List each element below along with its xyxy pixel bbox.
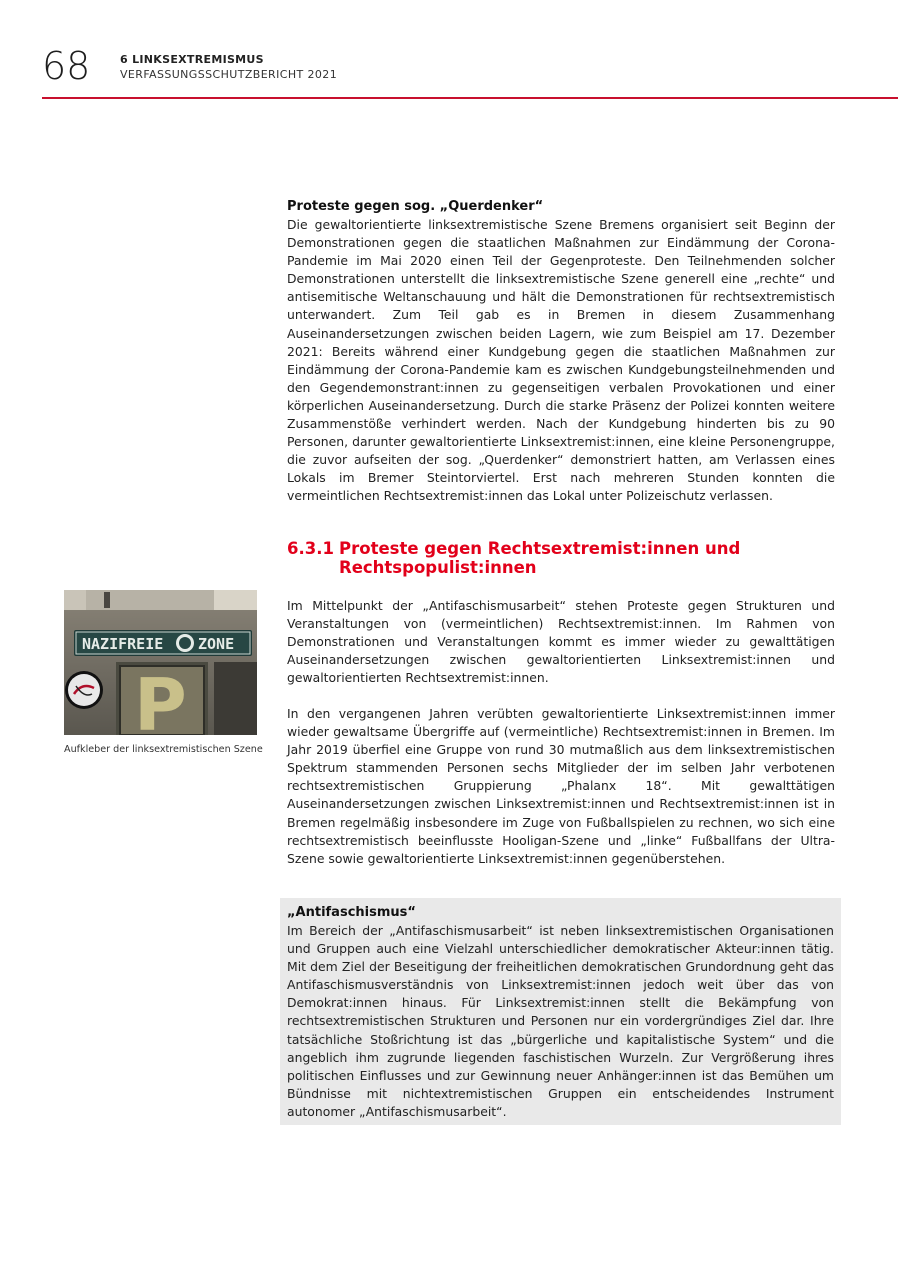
section-paragraph-2: In den vergangenen Jahren verübten gewaltorientierte Linksextremist:innen immer wieder gewaltsame Übergriffe auf (vermeintliche) Rechtsextremist:innen in Bremen. Im Jahr 2019 überfiel eine Gruppe von rund 30 mutmaßlich aus dem linksextremistischen Spektrum stammenden Personen sechs Mitglieder der im selben Jahr verbotenen rechtsextremistischen Gruppierung „Phalanx 18“. Mit gewalttätigen Auseinandersetzungen zwischen Linksextremist:innen und Rechtsextremist:innen ist in Bremen regelmäßig insbesondere im Zuge von Fußballspielen zu rechnen, wo sich eine rechtsextremistisch beeinflusste Hooligan-Szene und „linke“ Fußballfans der Ultra-Szene sowie gewaltorientierte Linksextremist:innen gegenüberstehen. <box>287 706 835 866</box>
section-title-line1: Proteste gegen Rechtsextremist:innen und <box>339 539 741 558</box>
sign-text-left: NAZIFREIE <box>82 635 164 653</box>
sticker-photo <box>64 590 257 735</box>
antifaschismus-infobox <box>280 898 841 1125</box>
section-title-line2: Rechtspopulist:innen <box>339 557 537 577</box>
section-number: 6.3.1 <box>287 539 334 558</box>
querdenker-paragraph: Die gewaltorientierte linksextremistische Szene Bremens organisiert seit Beginn der Demonstrationen gegen die staatlichen Maßnahmen zur Eindämmung der Corona-Pandemie im Mai 2020 einen Teil der Gegenproteste. Den Teilnehmenden solcher Demonstrationen unterstellt die linksextremistische Szene generell eine „rechte“ und antisemitische Weltanschauung und hält die Demonstrationen für rechtsextremistisch unterwandert. Zum Teil gab es in Bremen in diesem Zusammenhang Auseinandersetzungen zwischen beiden Lagern, wie zum Beispiel am 17. Dezember 2021: Bereits während einer Kundgebung gegen die staatlichen Maßnahmen zur Eindämmung der Corona-Pandemie kam es zwischen Kundgebungsteilnehmenden und den Gegendemonstrant:innen zu gegenseitigen verbalen Provokationen und einer körperlichen Auseinandersetzung. Durch die starke Präsenz der Polizei konnten weitere Zusammenstöße verhindert werden. Nach der Kundgebung hinderten bis zu 90 Personen, darunter gewaltorientierte Linksextremist:innen, eine kleine Personengruppe, die zuvor aufseiten der sog. „Querdenker“ demonstriert hatten, am Verlassen eines Lokals im Bremer Steintorviertel. Erst nach mehreren Stunden konnten die vermeintlichen Rechtsextremist:innen das Lokal unter Polizeischutz verlassen. <box>287 217 835 504</box>
section-heading-line1 <box>287 540 835 559</box>
section-paragraph-1: Im Mittelpunkt der „Antifaschismusarbeit“ stehen Proteste gegen Strukturen und Veranstaltungen von (vermeintlichen) Rechtsextremist:innen. Im Rahmen von Demonstrationen und Veranstaltungen kommt es immer wieder zu gewalttätigen Auseinandersetzungen zwischen gewaltorientierten Linksextremist:innen und gewaltorientierten Rechtsextremist:innen. <box>287 598 835 686</box>
querdenker-title: Proteste gegen sog. „Querdenker“ <box>287 199 544 214</box>
report-title: VERFASSUNGSSCHUTZBERICHT 2021 <box>120 68 338 81</box>
chapter-title: 6 LINKSEXTREMISMUS <box>120 53 264 66</box>
querdenker-section <box>287 198 835 506</box>
infobox-text: Im Bereich der „Antifaschismusarbeit“ ist neben linksextremistischen Organisationen und Gruppen auch eine Vielzahl unterschiedlicher demokratischer Akteur:innen tätig. Mit dem Ziel der Beseitigung der freiheitlichen demokratischen Grundordnung geht das Antifaschismusverständnis von Linksextremist:innen jedoch weit über das von Demokrat:innen hinaus. Für Linksextremist:innen stellt die Bekämpfung von rechtsextremistischen Strukturen und Personen nur ein vordergründiges Ziel dar. Ihre tatsächliche Stoßrichtung ist das „bürgerliche und kapitalistische System“ und die angeblich ihm zugrunde liegenden faschistischen Wurzeln. Zur Vergrößerung ihres politischen Einflusses und zur Gewinnung neuer Anhänger:innen ist das Bemühen um Bündnisse mit nichtextremistischen Gruppen ein entscheidendes Instrument autonomer „Antifaschismusarbeit“. <box>287 923 834 1119</box>
infobox-title: „Antifaschismus“ <box>287 905 416 920</box>
sticker-photo-image <box>64 590 257 735</box>
header-divider <box>42 97 898 99</box>
sign-text-right: ZONE <box>198 635 235 653</box>
page-number: 68 <box>42 44 91 88</box>
photo-caption: Aufkleber der linksextremistischen Szene <box>64 744 263 755</box>
parking-letter: P <box>134 663 187 735</box>
section-heading <box>287 540 835 577</box>
